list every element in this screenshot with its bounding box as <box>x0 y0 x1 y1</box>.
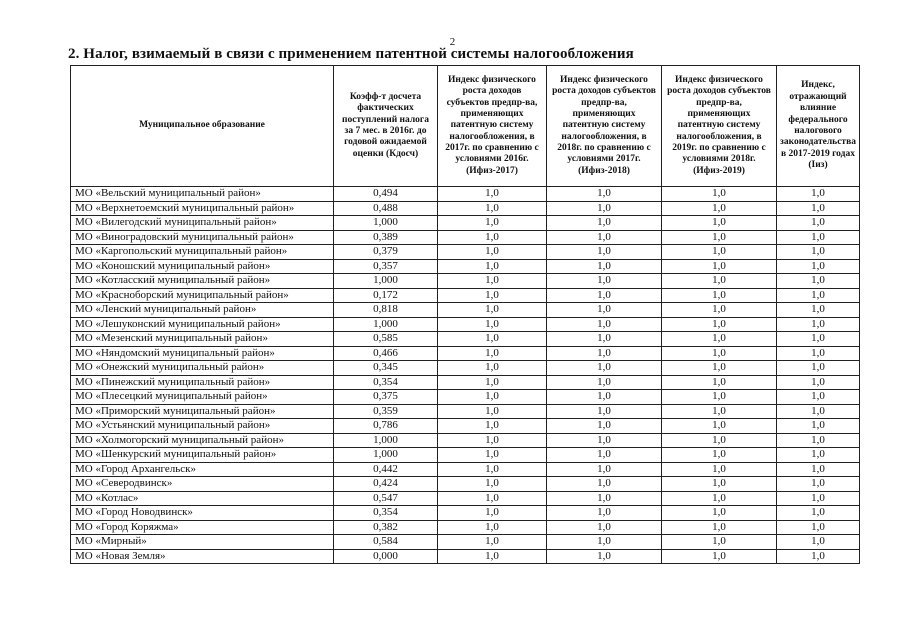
cell-kdosch: 0,345 <box>334 361 438 376</box>
cell-ifiz-2017: 1,0 <box>438 361 547 376</box>
header-iiz: Индекс, отражающий влияние федерального налогового законодательства в 2017-2019 годах (Iиз) <box>777 66 860 187</box>
cell-ifiz-2017: 1,0 <box>438 216 547 231</box>
cell-ifiz-2019: 1,0 <box>662 216 777 231</box>
section-title: 2. Налог, взимаемый в связи с применением патентной системы налогообложения <box>68 46 634 62</box>
cell-municipality: МО «Мирный» <box>71 535 334 550</box>
cell-ifiz-2018: 1,0 <box>547 448 662 463</box>
cell-kdosch: 0,547 <box>334 491 438 506</box>
cell-kdosch: 1,000 <box>334 274 438 289</box>
cell-ifiz-2019: 1,0 <box>662 259 777 274</box>
header-ifiz-2019: Индекс физического роста доходов субъектов предпр-ва, применяющих патентную систему налогообложения, в 2019г. по сравнению с условиями 2018г. (Ифиз-2019) <box>662 66 777 187</box>
cell-municipality: МО «Новая Земля» <box>71 549 334 564</box>
cell-ifiz-2018: 1,0 <box>547 361 662 376</box>
cell-ifiz-2018: 1,0 <box>547 274 662 289</box>
cell-ifiz-2019: 1,0 <box>662 303 777 318</box>
table-row <box>71 419 860 434</box>
table-row <box>71 535 860 550</box>
cell-ifiz-2019: 1,0 <box>662 288 777 303</box>
cell-ifiz-2019: 1,0 <box>662 491 777 506</box>
table-row <box>71 462 860 477</box>
cell-iiz: 1,0 <box>777 404 860 419</box>
cell-municipality: МО «Мезенский муниципальный район» <box>71 332 334 347</box>
cell-ifiz-2017: 1,0 <box>438 375 547 390</box>
cell-ifiz-2017: 1,0 <box>438 332 547 347</box>
table-row <box>71 433 860 448</box>
table-body <box>71 187 860 564</box>
cell-iiz: 1,0 <box>777 419 860 434</box>
cell-municipality: МО «Город Новодвинск» <box>71 506 334 521</box>
table-row <box>71 288 860 303</box>
cell-kdosch: 0,585 <box>334 332 438 347</box>
cell-kdosch: 0,442 <box>334 462 438 477</box>
cell-kdosch: 0,584 <box>334 535 438 550</box>
cell-iiz: 1,0 <box>777 317 860 332</box>
table-row <box>71 477 860 492</box>
cell-iiz: 1,0 <box>777 245 860 260</box>
table-header <box>71 66 860 187</box>
cell-ifiz-2019: 1,0 <box>662 317 777 332</box>
cell-ifiz-2018: 1,0 <box>547 506 662 521</box>
cell-iiz: 1,0 <box>777 274 860 289</box>
cell-ifiz-2018: 1,0 <box>547 491 662 506</box>
cell-kdosch: 0,786 <box>334 419 438 434</box>
cell-ifiz-2017: 1,0 <box>438 419 547 434</box>
cell-ifiz-2017: 1,0 <box>438 245 547 260</box>
cell-kdosch: 0,389 <box>334 230 438 245</box>
cell-ifiz-2017: 1,0 <box>438 274 547 289</box>
cell-ifiz-2017: 1,0 <box>438 259 547 274</box>
cell-kdosch: 0,375 <box>334 390 438 405</box>
cell-ifiz-2018: 1,0 <box>547 375 662 390</box>
cell-iiz: 1,0 <box>777 462 860 477</box>
cell-ifiz-2019: 1,0 <box>662 448 777 463</box>
cell-kdosch: 0,466 <box>334 346 438 361</box>
cell-iiz: 1,0 <box>777 187 860 202</box>
cell-kdosch: 0,424 <box>334 477 438 492</box>
cell-ifiz-2018: 1,0 <box>547 288 662 303</box>
table-row <box>71 390 860 405</box>
cell-ifiz-2018: 1,0 <box>547 390 662 405</box>
cell-ifiz-2017: 1,0 <box>438 520 547 535</box>
cell-ifiz-2019: 1,0 <box>662 245 777 260</box>
cell-municipality: МО «Лешуконский муниципальный район» <box>71 317 334 332</box>
cell-ifiz-2019: 1,0 <box>662 230 777 245</box>
table-row <box>71 346 860 361</box>
cell-iiz: 1,0 <box>777 303 860 318</box>
cell-kdosch: 0,379 <box>334 245 438 260</box>
cell-ifiz-2017: 1,0 <box>438 506 547 521</box>
cell-municipality: МО «Вилегодский муниципальный район» <box>71 216 334 231</box>
cell-iiz: 1,0 <box>777 448 860 463</box>
cell-ifiz-2019: 1,0 <box>662 187 777 202</box>
cell-ifiz-2017: 1,0 <box>438 491 547 506</box>
cell-ifiz-2018: 1,0 <box>547 549 662 564</box>
cell-ifiz-2018: 1,0 <box>547 332 662 347</box>
cell-ifiz-2017: 1,0 <box>438 477 547 492</box>
table-row <box>71 361 860 376</box>
cell-kdosch: 0,354 <box>334 375 438 390</box>
cell-iiz: 1,0 <box>777 201 860 216</box>
table-row <box>71 245 860 260</box>
cell-ifiz-2017: 1,0 <box>438 535 547 550</box>
table-row <box>71 520 860 535</box>
cell-ifiz-2017: 1,0 <box>438 317 547 332</box>
cell-ifiz-2018: 1,0 <box>547 404 662 419</box>
cell-municipality: МО «Верхнетоемский муниципальный район» <box>71 201 334 216</box>
table-row <box>71 259 860 274</box>
table-row <box>71 274 860 289</box>
cell-ifiz-2019: 1,0 <box>662 433 777 448</box>
cell-iiz: 1,0 <box>777 332 860 347</box>
cell-ifiz-2019: 1,0 <box>662 332 777 347</box>
cell-iiz: 1,0 <box>777 390 860 405</box>
cell-municipality: МО «Онежский муниципальный район» <box>71 361 334 376</box>
cell-ifiz-2017: 1,0 <box>438 201 547 216</box>
cell-iiz: 1,0 <box>777 216 860 231</box>
cell-iiz: 1,0 <box>777 375 860 390</box>
cell-iiz: 1,0 <box>777 549 860 564</box>
cell-municipality: МО «Ленский муниципальный район» <box>71 303 334 318</box>
cell-ifiz-2018: 1,0 <box>547 245 662 260</box>
cell-ifiz-2017: 1,0 <box>438 448 547 463</box>
table-row <box>71 216 860 231</box>
cell-ifiz-2017: 1,0 <box>438 346 547 361</box>
cell-kdosch: 0,359 <box>334 404 438 419</box>
cell-ifiz-2018: 1,0 <box>547 187 662 202</box>
cell-ifiz-2017: 1,0 <box>438 549 547 564</box>
cell-kdosch: 0,357 <box>334 259 438 274</box>
cell-ifiz-2019: 1,0 <box>662 462 777 477</box>
cell-municipality: МО «Холмогорский муниципальный район» <box>71 433 334 448</box>
table-row <box>71 230 860 245</box>
cell-iiz: 1,0 <box>777 520 860 535</box>
cell-ifiz-2019: 1,0 <box>662 535 777 550</box>
cell-iiz: 1,0 <box>777 361 860 376</box>
cell-ifiz-2019: 1,0 <box>662 506 777 521</box>
cell-iiz: 1,0 <box>777 433 860 448</box>
cell-kdosch: 0,172 <box>334 288 438 303</box>
cell-kdosch: 0,494 <box>334 187 438 202</box>
cell-kdosch: 1,000 <box>334 433 438 448</box>
cell-kdosch: 1,000 <box>334 448 438 463</box>
cell-ifiz-2018: 1,0 <box>547 259 662 274</box>
cell-ifiz-2017: 1,0 <box>438 390 547 405</box>
header-row <box>71 66 860 187</box>
header-municipality: Муниципальное образование <box>71 66 334 187</box>
cell-municipality: МО «Северодвинск» <box>71 477 334 492</box>
cell-kdosch: 0,000 <box>334 549 438 564</box>
table-row <box>71 404 860 419</box>
cell-iiz: 1,0 <box>777 535 860 550</box>
cell-ifiz-2017: 1,0 <box>438 433 547 448</box>
cell-municipality: МО «Город Коряжма» <box>71 520 334 535</box>
cell-municipality: МО «Шенкурский муниципальный район» <box>71 448 334 463</box>
cell-municipality: МО «Приморский муниципальный район» <box>71 404 334 419</box>
cell-ifiz-2017: 1,0 <box>438 303 547 318</box>
cell-ifiz-2017: 1,0 <box>438 230 547 245</box>
cell-ifiz-2018: 1,0 <box>547 462 662 477</box>
cell-iiz: 1,0 <box>777 230 860 245</box>
cell-ifiz-2018: 1,0 <box>547 303 662 318</box>
cell-kdosch: 1,000 <box>334 216 438 231</box>
tax-table <box>70 65 860 564</box>
table-row <box>71 332 860 347</box>
cell-municipality: МО «Красноборский муниципальный район» <box>71 288 334 303</box>
cell-ifiz-2019: 1,0 <box>662 404 777 419</box>
table-row <box>71 506 860 521</box>
cell-ifiz-2018: 1,0 <box>547 201 662 216</box>
table-row <box>71 375 860 390</box>
cell-ifiz-2019: 1,0 <box>662 477 777 492</box>
cell-municipality: МО «Вельский муниципальный район» <box>71 187 334 202</box>
cell-ifiz-2017: 1,0 <box>438 462 547 477</box>
cell-kdosch: 0,488 <box>334 201 438 216</box>
page-number: 2 <box>449 36 456 48</box>
cell-kdosch: 0,354 <box>334 506 438 521</box>
table-row <box>71 491 860 506</box>
cell-municipality: МО «Каргопольский муниципальный район» <box>71 245 334 260</box>
cell-iiz: 1,0 <box>777 259 860 274</box>
header-ifiz-2017: Индекс физического роста доходов субъектов предпр-ва, применяющих патентную систему налогообложения, в 2017г. по сравнению с условиями 2016г. (Ифиз-2017) <box>438 66 547 187</box>
cell-ifiz-2019: 1,0 <box>662 346 777 361</box>
cell-municipality: МО «Город Архангельск» <box>71 462 334 477</box>
cell-municipality: МО «Котлас» <box>71 491 334 506</box>
cell-ifiz-2018: 1,0 <box>547 535 662 550</box>
cell-ifiz-2019: 1,0 <box>662 419 777 434</box>
cell-ifiz-2018: 1,0 <box>547 230 662 245</box>
cell-ifiz-2018: 1,0 <box>547 346 662 361</box>
cell-ifiz-2018: 1,0 <box>547 419 662 434</box>
cell-ifiz-2019: 1,0 <box>662 390 777 405</box>
table-row <box>71 448 860 463</box>
cell-ifiz-2019: 1,0 <box>662 201 777 216</box>
cell-ifiz-2017: 1,0 <box>438 187 547 202</box>
cell-ifiz-2018: 1,0 <box>547 433 662 448</box>
cell-ifiz-2019: 1,0 <box>662 375 777 390</box>
cell-municipality: МО «Виноградовский муниципальный район» <box>71 230 334 245</box>
cell-municipality: МО «Няндомский муниципальный район» <box>71 346 334 361</box>
header-kdosch: Коэфф-т досчета фактических поступлений налога за 7 мес. в 2016г. до годовой ожидаемой оценки (Кдосч) <box>334 66 438 187</box>
cell-ifiz-2019: 1,0 <box>662 549 777 564</box>
header-ifiz-2018: Индекс физического роста доходов субъектов предпр-ва, применяющих патентную систему налогообложения, в 2018г. по сравнению с условиями 2017г. (Ифиз-2018) <box>547 66 662 187</box>
cell-municipality: МО «Котласский муниципальный район» <box>71 274 334 289</box>
cell-ifiz-2019: 1,0 <box>662 361 777 376</box>
cell-kdosch: 1,000 <box>334 317 438 332</box>
cell-ifiz-2017: 1,0 <box>438 404 547 419</box>
table-row <box>71 317 860 332</box>
cell-ifiz-2018: 1,0 <box>547 520 662 535</box>
table-row <box>71 201 860 216</box>
cell-municipality: МО «Плесецкий муниципальный район» <box>71 390 334 405</box>
table-row <box>71 303 860 318</box>
cell-municipality: МО «Пинежский муниципальный район» <box>71 375 334 390</box>
cell-ifiz-2018: 1,0 <box>547 317 662 332</box>
cell-municipality: МО «Коношский муниципальный район» <box>71 259 334 274</box>
cell-iiz: 1,0 <box>777 477 860 492</box>
cell-kdosch: 0,382 <box>334 520 438 535</box>
cell-ifiz-2019: 1,0 <box>662 274 777 289</box>
cell-iiz: 1,0 <box>777 491 860 506</box>
table-row <box>71 187 860 202</box>
cell-iiz: 1,0 <box>777 288 860 303</box>
cell-ifiz-2017: 1,0 <box>438 288 547 303</box>
cell-iiz: 1,0 <box>777 346 860 361</box>
cell-ifiz-2018: 1,0 <box>547 477 662 492</box>
cell-kdosch: 0,818 <box>334 303 438 318</box>
cell-ifiz-2018: 1,0 <box>547 216 662 231</box>
cell-ifiz-2019: 1,0 <box>662 520 777 535</box>
table-row <box>71 549 860 564</box>
cell-iiz: 1,0 <box>777 506 860 521</box>
cell-municipality: МО «Устьянский муниципальный район» <box>71 419 334 434</box>
